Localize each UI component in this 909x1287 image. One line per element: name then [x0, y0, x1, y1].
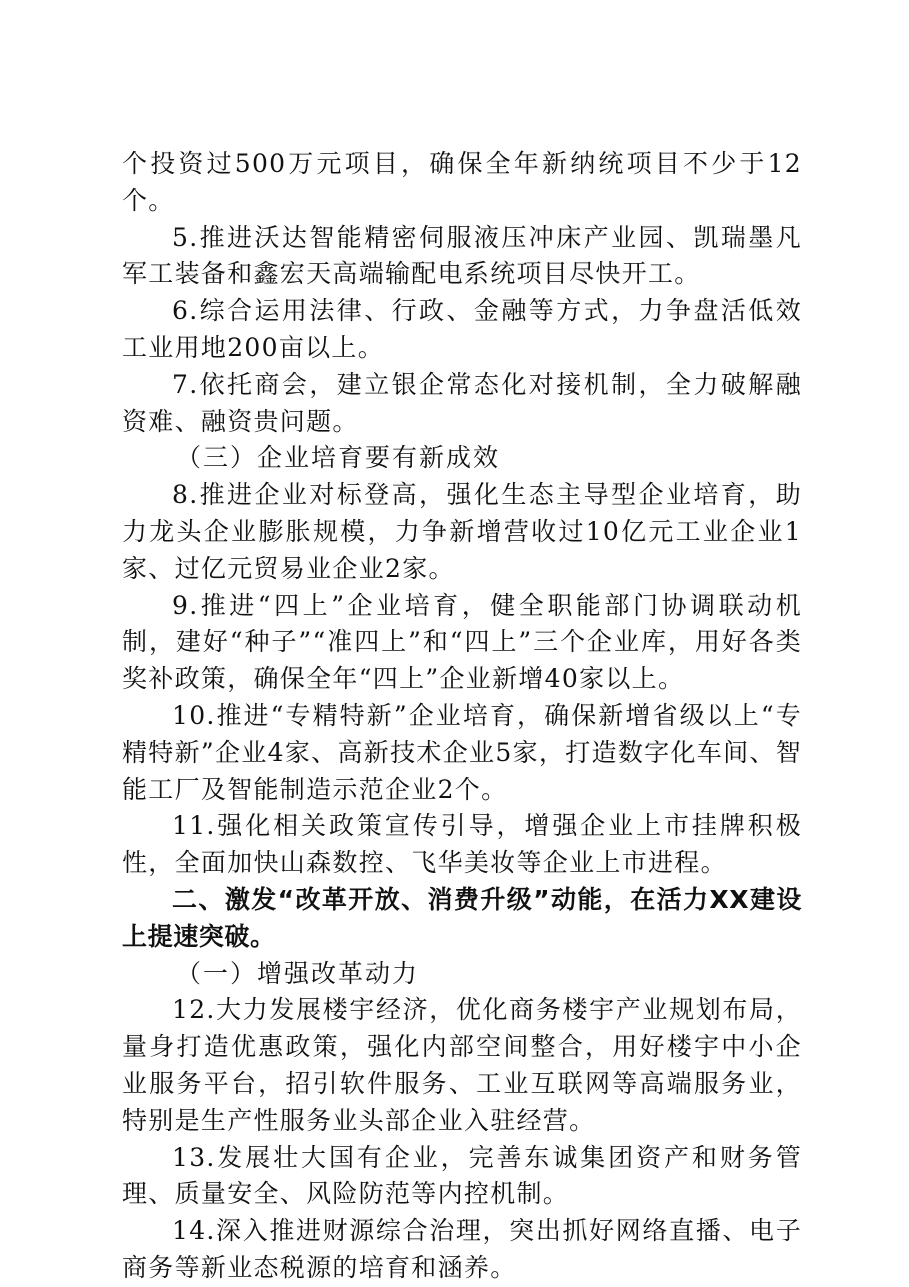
paragraph-item-8: 8.推进企业对标登高，强化生态主导型企业培育，助力龙头企业膨胀规模，力争新增营收过10亿元工业企业1家、过亿元贸易业企业2家。 — [122, 480, 802, 583]
paragraph-item-5: 5.推进沃达智能精密伺服液压冲床产业园、凯瑞墨凡军工装备和鑫宏天高端输配电系统项目尽快开工。 — [122, 222, 802, 289]
sub-heading-enterprise-cultivation: （三）企业培育要有新成效 — [176, 443, 501, 473]
paragraph-item-12: 12.大力发展楼宇经济，优化商务楼宇产业规划布局，量身打造优惠政策，强化内部空间整合，用好楼宇中小企业服务平台，招引软件服务、工业互联网等高端服务业，特别是生产性服务业头部企业入驻经营。 — [122, 995, 802, 1135]
paragraph-item-11: 11.强化相关政策宣传引导，增强企业上市挂牌积极性，全面加快山森数控、飞华美妆等企业上市进程。 — [122, 811, 802, 878]
paragraph-item-6: 6.综合运用法律、行政、金融等方式，力争盘活低效工业用地200亩以上。 — [122, 296, 802, 362]
paragraph-item-9: 9.推进“四上”企业培育，健全职能部门协调联动机制，建好“种子”“准四上”和“四上”三个企业库，用好各类奖补政策，确保全年“四上”企业新增40家以上。 — [122, 590, 802, 694]
section-heading-two: 二、激发“改革开放、消费升级”动能，在活力XX建设上提速突破。 — [122, 884, 802, 951]
document-body — [122, 146, 802, 1287]
paragraph-item-10: 10.推进“专精特新”企业培育，确保新增省级以上“专精特新”企业4家、高新技术企业5家，打造数字化车间、智能工厂及智能制造示范企业2个。 — [122, 700, 802, 804]
paragraph-item-13: 13.发展壮大国有企业，完善东诚集团资产和财务管理、质量安全、风险防范等内控机制。 — [122, 1142, 802, 1209]
paragraph-item-7: 7.依托商会，建立银企常态化对接机制，全力破解融资难、融资贵问题。 — [122, 369, 802, 436]
sub-heading-reform-momentum: （一）增强改革动力 — [176, 958, 420, 988]
paragraph-item-14: 14.深入推进财源综合治理，突出抓好网络直播、电子商务等新业态税源的培育和涵养。 — [122, 1216, 802, 1282]
paragraph-continuation: 个投资过500万元项目，确保全年新纳统项目不少于12个。 — [122, 149, 802, 215]
